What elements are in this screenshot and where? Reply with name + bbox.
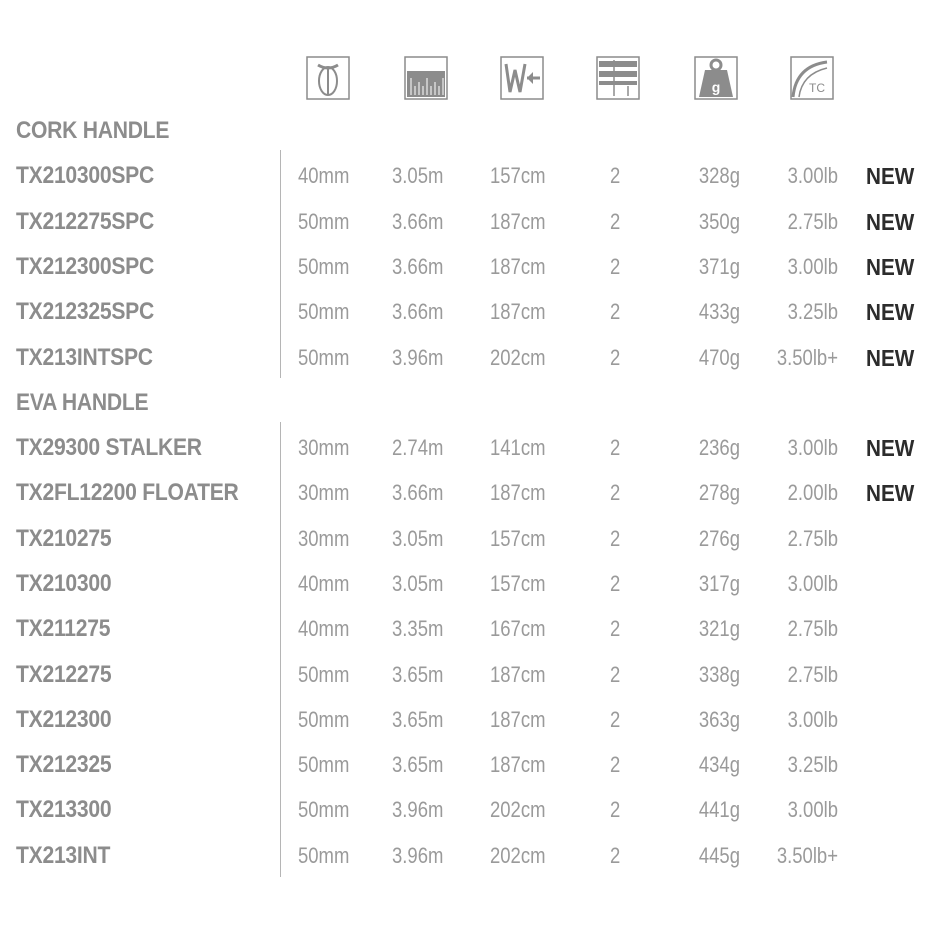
row-sections: 2 bbox=[610, 752, 621, 777]
row-test-curve: 3.50lb+ bbox=[776, 843, 838, 868]
weight-icon bbox=[694, 56, 738, 100]
row-sections: 2 bbox=[610, 299, 621, 324]
row-length: 3.96m bbox=[392, 843, 444, 868]
row-closed-length: 157cm bbox=[490, 571, 546, 596]
row-length: 3.65m bbox=[392, 707, 444, 732]
new-badge: NEW bbox=[866, 254, 915, 280]
row-test-curve: 3.00lb bbox=[787, 435, 838, 460]
table-row bbox=[0, 660, 931, 690]
row-sections: 2 bbox=[610, 707, 621, 732]
row-sections: 2 bbox=[610, 616, 621, 641]
row-sections: 2 bbox=[610, 662, 621, 687]
row-model-name: TX210275 bbox=[16, 525, 112, 552]
row-length: 3.66m bbox=[392, 480, 444, 505]
row-model-name: TX210300 bbox=[16, 570, 112, 597]
table-row bbox=[0, 343, 931, 373]
row-test-curve: 3.00lb bbox=[787, 254, 838, 279]
row-model-name: TX212275 bbox=[16, 661, 112, 688]
row-test-curve: 2.75lb bbox=[787, 526, 838, 551]
table-row bbox=[0, 161, 931, 191]
row-model-name: TX210300SPC bbox=[16, 162, 154, 189]
row-length: 3.96m bbox=[392, 797, 444, 822]
row-ring-size: 50mm bbox=[298, 797, 350, 822]
row-model-name: TX29300 STALKER bbox=[16, 434, 202, 461]
row-weight: 321g bbox=[698, 616, 740, 641]
row-ring-size: 50mm bbox=[298, 299, 350, 324]
row-model-name: TX2FL12200 FLOATER bbox=[16, 479, 239, 506]
row-weight: 371g bbox=[698, 254, 740, 279]
row-model-name: TX212325 bbox=[16, 751, 112, 778]
table-row bbox=[0, 795, 931, 825]
spec-icon-header bbox=[0, 56, 931, 102]
row-length: 3.65m bbox=[392, 752, 444, 777]
new-badge: NEW bbox=[866, 209, 915, 235]
row-model-name: TX212300SPC bbox=[16, 253, 154, 280]
row-closed-length: 157cm bbox=[490, 526, 546, 551]
row-test-curve: 3.00lb bbox=[787, 707, 838, 732]
row-weight: 470g bbox=[698, 345, 740, 370]
row-closed-length: 202cm bbox=[490, 797, 546, 822]
row-ring-size: 50mm bbox=[298, 254, 350, 279]
row-ring-size: 50mm bbox=[298, 345, 350, 370]
row-closed-length: 167cm bbox=[490, 616, 546, 641]
row-closed-length: 202cm bbox=[490, 843, 546, 868]
row-test-curve: 3.00lb bbox=[787, 163, 838, 188]
table-row bbox=[0, 478, 931, 508]
row-length: 3.66m bbox=[392, 254, 444, 279]
row-closed-length: 187cm bbox=[490, 707, 546, 732]
row-weight: 338g bbox=[698, 662, 740, 687]
row-ring-size: 50mm bbox=[298, 209, 350, 234]
row-closed-length: 202cm bbox=[490, 345, 546, 370]
row-ring-size: 50mm bbox=[298, 662, 350, 687]
row-length: 3.05m bbox=[392, 526, 444, 551]
row-closed-length: 187cm bbox=[490, 254, 546, 279]
row-sections: 2 bbox=[610, 526, 621, 551]
table-row bbox=[0, 750, 931, 780]
row-length: 3.35m bbox=[392, 616, 444, 641]
row-test-curve: 3.50lb+ bbox=[776, 345, 838, 370]
row-test-curve: 3.00lb bbox=[787, 571, 838, 596]
row-length: 3.96m bbox=[392, 345, 444, 370]
row-weight: 441g bbox=[698, 797, 740, 822]
row-closed-length: 157cm bbox=[490, 163, 546, 188]
row-test-curve: 2.00lb bbox=[787, 480, 838, 505]
new-badge: NEW bbox=[866, 299, 915, 325]
ring-diameter-icon bbox=[306, 56, 350, 100]
row-ring-size: 30mm bbox=[298, 526, 350, 551]
row-model-name: TX212275SPC bbox=[16, 208, 154, 235]
row-weight: 328g bbox=[698, 163, 740, 188]
table-row bbox=[0, 705, 931, 735]
row-closed-length: 141cm bbox=[490, 435, 546, 460]
row-sections: 2 bbox=[610, 843, 621, 868]
row-weight: 317g bbox=[698, 571, 740, 596]
new-badge: NEW bbox=[866, 435, 915, 461]
row-ring-size: 30mm bbox=[298, 480, 350, 505]
row-length: 3.65m bbox=[392, 662, 444, 687]
new-badge: NEW bbox=[866, 480, 915, 506]
row-sections: 2 bbox=[610, 254, 621, 279]
length-ruler-icon bbox=[404, 56, 448, 100]
row-model-name: TX212300 bbox=[16, 706, 112, 733]
row-ring-size: 50mm bbox=[298, 843, 350, 868]
row-weight: 434g bbox=[698, 752, 740, 777]
row-length: 3.05m bbox=[392, 163, 444, 188]
row-closed-length: 187cm bbox=[490, 209, 546, 234]
table-row bbox=[0, 841, 931, 871]
row-sections: 2 bbox=[610, 480, 621, 505]
row-length: 3.66m bbox=[392, 299, 444, 324]
sections-icon bbox=[596, 56, 640, 100]
weight-icon-label: g bbox=[711, 79, 721, 95]
row-length: 3.05m bbox=[392, 571, 444, 596]
section-heading: CORK HANDLE bbox=[16, 117, 170, 144]
table-row bbox=[0, 297, 931, 327]
row-ring-size: 50mm bbox=[298, 752, 350, 777]
row-ring-size: 40mm bbox=[298, 571, 350, 596]
row-closed-length: 187cm bbox=[490, 662, 546, 687]
row-test-curve: 2.75lb bbox=[787, 616, 838, 641]
new-badge: NEW bbox=[866, 345, 915, 371]
row-ring-size: 40mm bbox=[298, 616, 350, 641]
table-row bbox=[0, 614, 931, 644]
row-test-curve: 3.25lb bbox=[787, 752, 838, 777]
row-weight: 276g bbox=[698, 526, 740, 551]
row-weight: 350g bbox=[698, 209, 740, 234]
row-closed-length: 187cm bbox=[490, 299, 546, 324]
row-sections: 2 bbox=[610, 163, 621, 188]
row-length: 3.66m bbox=[392, 209, 444, 234]
row-length: 2.74m bbox=[392, 435, 444, 460]
table-row bbox=[0, 252, 931, 282]
table-row bbox=[0, 433, 931, 463]
row-weight: 445g bbox=[698, 843, 740, 868]
row-closed-length: 187cm bbox=[490, 480, 546, 505]
table-row bbox=[0, 207, 931, 237]
row-weight: 278g bbox=[698, 480, 740, 505]
row-sections: 2 bbox=[610, 797, 621, 822]
row-test-curve: 3.25lb bbox=[787, 299, 838, 324]
row-sections: 2 bbox=[610, 209, 621, 234]
row-test-curve: 2.75lb bbox=[787, 209, 838, 234]
new-badge: NEW bbox=[866, 163, 915, 189]
row-ring-size: 40mm bbox=[298, 163, 350, 188]
row-sections: 2 bbox=[610, 435, 621, 460]
row-ring-size: 50mm bbox=[298, 707, 350, 732]
row-sections: 2 bbox=[610, 345, 621, 370]
row-test-curve: 3.00lb bbox=[787, 797, 838, 822]
row-sections: 2 bbox=[610, 571, 621, 596]
table-row bbox=[0, 569, 931, 599]
row-model-name: TX213INT bbox=[16, 842, 111, 869]
section-heading: EVA HANDLE bbox=[16, 389, 149, 416]
row-ring-size: 30mm bbox=[298, 435, 350, 460]
row-weight: 236g bbox=[698, 435, 740, 460]
row-model-name: TX213INTSPC bbox=[16, 344, 153, 371]
row-test-curve: 2.75lb bbox=[787, 662, 838, 687]
row-model-name: TX212325SPC bbox=[16, 298, 154, 325]
row-weight: 433g bbox=[698, 299, 740, 324]
row-model-name: TX211275 bbox=[16, 615, 111, 642]
row-closed-length: 187cm bbox=[490, 752, 546, 777]
row-model-name: TX213300 bbox=[16, 796, 112, 823]
row-weight: 363g bbox=[698, 707, 740, 732]
table-row bbox=[0, 524, 931, 554]
test-curve-icon-label: TC bbox=[809, 81, 825, 95]
closed-length-icon bbox=[500, 56, 544, 100]
test-curve-icon bbox=[790, 56, 834, 100]
